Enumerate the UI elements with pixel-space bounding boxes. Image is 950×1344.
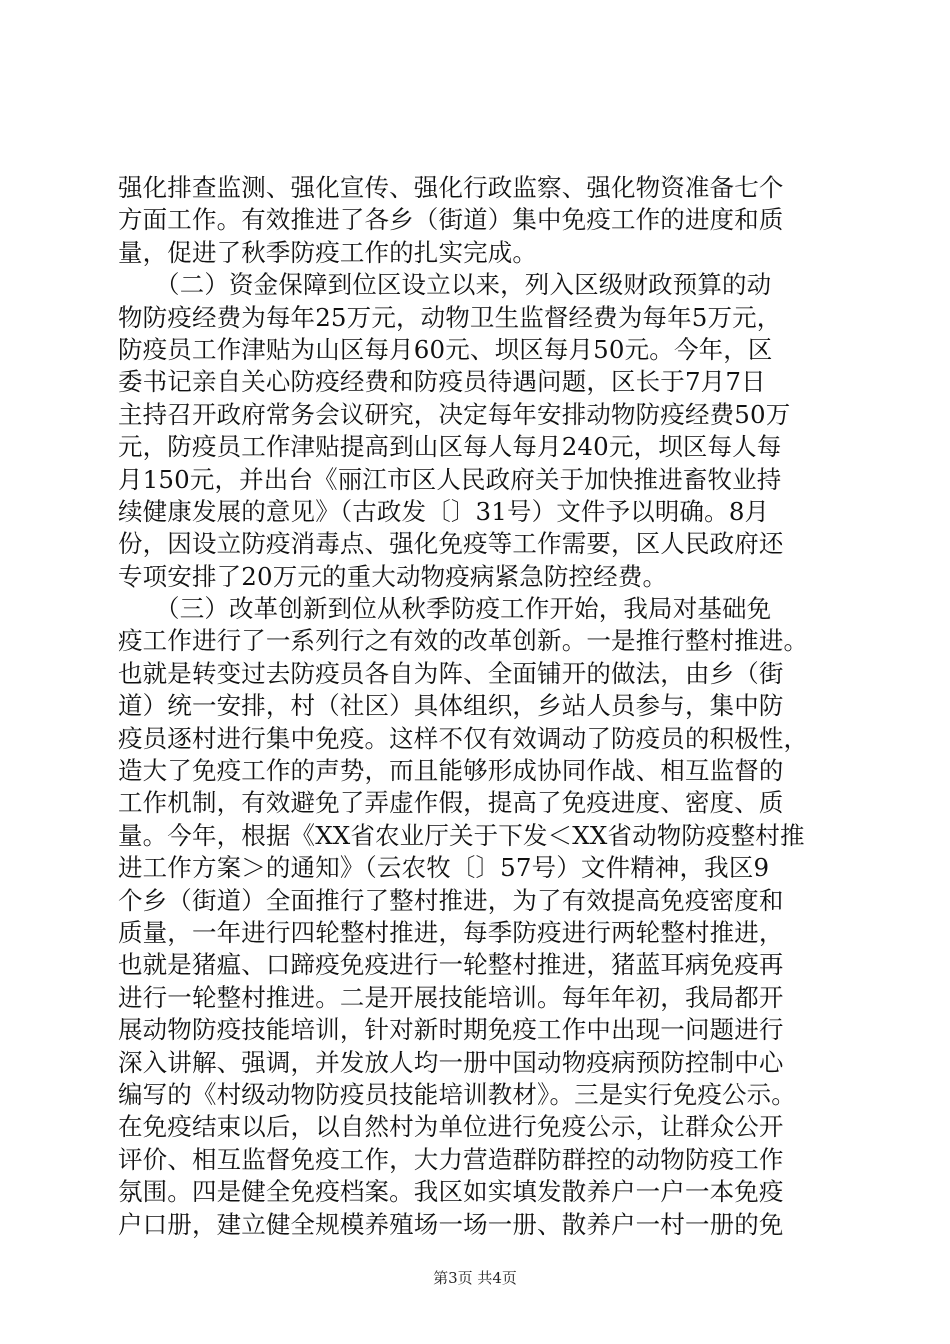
text-line: 编写的《村级动物防疫员技能培训教材》。三是实行免疫公示。 [118,1079,796,1109]
text-line: 方面工作。有效推进了各乡（街道）集中免疫工作的进度和质 [118,205,784,235]
text-line: 量。今年，根据《XX省农业厅关于下发＜XX省动物防疫整村推 [118,820,805,850]
text-line: 也就是猪瘟、口蹄疫免疫进行一轮整村推进，猪蓝耳病免疫再 [118,950,784,980]
text-line: 进工作方案＞的通知》（云农牧〔〕57号）文件精神，我区9 [118,853,770,883]
text-line: 进行一轮整村推进。二是开展技能培训。每年年初，我局都开 [118,982,784,1012]
text-line: 疫工作进行了一系列行之有效的改革创新。一是推行整村推进。 [118,626,809,656]
body-text [118,172,838,1241]
text-line: 展动物防疫技能培训，针对新时期免疫工作中出现一问题进行 [118,1015,784,1045]
text-line: 月150元，并出台《丽江市区人民政府关于加快推进畜牧业持 [118,464,782,494]
text-line: 户口册，建立健全规模养殖场一场一册、散养户一村一册的免 [118,1209,784,1239]
text-line: （二）资金保障到位区设立以来，列入区级财政预算的动 [118,270,772,300]
text-line: 量，促进了秋季防疫工作的扎实完成。 [118,237,538,267]
text-line: （三）改革创新到位从秋季防疫工作开始，我局对基础免 [118,594,772,624]
text-line: 份，因设立防疫消毒点、强化免疫等工作需要，区人民政府还 [118,529,784,559]
text-line: 主持召开政府常务会议研究，决定每年安排动物防疫经费50万 [118,399,791,429]
text-line: 造大了免疫工作的声势，而且能够形成协同作战、相互监督的 [118,756,784,786]
text-line: 个乡（街道）全面推行了整村推进，为了有效提高免疫密度和 [118,885,784,915]
text-line: 委书记亲自关心防疫经费和防疫员待遇问题，区长于7月7日 [118,367,766,397]
text-line: 疫员逐村进行集中免疫。这样不仅有效调动了防疫员的积极性， [118,723,809,753]
text-line: 质量，一年进行四轮整村推进，每季防疫进行两轮整村推进， [118,917,784,947]
text-line: 也就是转变过去防疫员各自为阵、全面铺开的做法，由乡（街 [118,658,784,688]
text-line: 氛围。四是健全免疫档案。我区如实填发散养户一户一本免疫 [118,1177,784,1207]
page-footer: 第3页 共4页 [433,1269,517,1287]
text-line: 道）统一安排，村（社区）具体组织，乡站人员参与，集中防 [118,691,784,721]
text-line: 续健康发展的意见》（古政发〔〕31号）文件予以明确。8月 [118,496,770,526]
text-line: 专项安排了20万元的重大动物疫病紧急防控经费。 [118,561,668,591]
text-line: 防疫员工作津贴为山区每月60元、坝区每月50元。今年，区 [118,334,773,364]
text-line: 深入讲解、强调，并发放人均一册中国动物疫病预防控制中心 [118,1047,784,1077]
text-line: 元，防疫员工作津贴提高到山区每人每月240元，坝区每人每 [118,432,782,462]
text-line: 评价、相互监督免疫工作，大力营造群防群控的动物防疫工作 [118,1144,784,1174]
text-line: 强化排查监测、强化宣传、强化行政监察、强化物资准备七个 [118,173,784,202]
text-line: 工作机制，有效避免了弄虚作假，提高了免疫进度、密度、质 [118,788,784,818]
text-line: 在免疫结束以后，以自然村为单位进行免疫公示，让群众公开 [118,1112,784,1142]
text-line: 物防疫经费为每年25万元，动物卫生监督经费为每年5万元， [118,302,782,332]
